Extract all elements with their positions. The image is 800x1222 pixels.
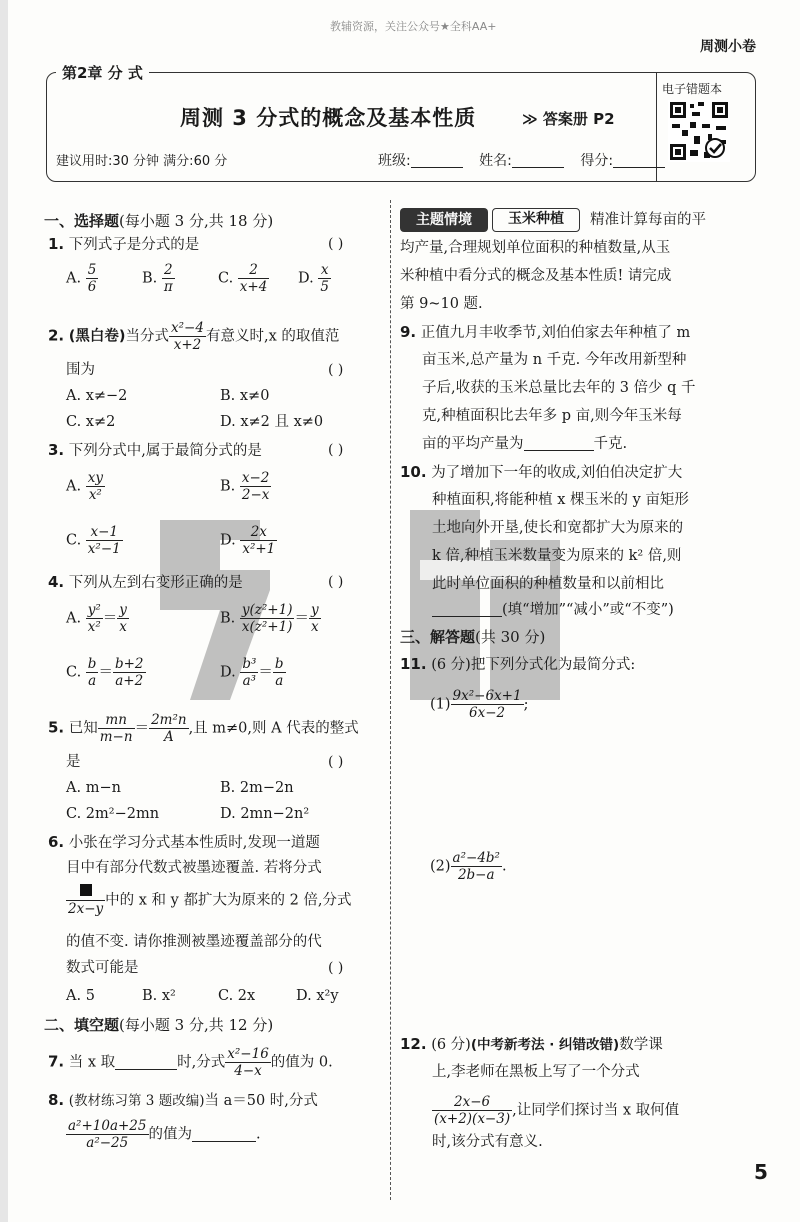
q9-line5 [422,434,627,454]
q2-option-a[interactable]: A. x≠−2 [66,388,128,404]
q4-d-den2: a [275,673,284,689]
scene-line4: 第 9~10 题. [400,296,483,312]
q3-d-frac [240,524,277,557]
q2-line2: 围为 [66,362,95,378]
q4-option-a[interactable]: A. $\frac{\text{y²}}{\text{x²}}$ ＝ $\frac{y}{x}$ [66,602,127,635]
q11-p1-frac [451,688,524,721]
q4-b-den2: x [310,619,319,635]
q12-score: (6 分) [431,1037,471,1053]
q5-post: ,且 m≠0,则 A 代表的整式 [188,720,359,737]
q2-post: 有意义时, [205,328,269,345]
q11-text: (6 分)把下列分式化为最简分式: [431,657,636,673]
q4-a-label: A. [66,610,82,627]
q1-option-a[interactable] [66,262,98,295]
q5-option-b[interactable]: B. 2m−2n [220,780,294,796]
q4-d-num1: b³ [242,656,257,672]
page-number: 5 [754,1160,768,1184]
q7-stem [48,1046,333,1079]
section-fill-sub: (每小题 3 分,共 12 分) [119,1016,274,1034]
section-fill-heading [44,1014,273,1035]
q3-d-num: 2x [240,524,277,541]
section-solve-title: 三、解答题 [400,628,476,646]
q1-c-frac [238,262,270,295]
q6-frac [66,884,105,917]
q4-b-frac1 [240,602,295,635]
q1-b-num: 2 [162,262,175,279]
q4-stem [48,572,243,593]
q2-tag: (黑白卷) [68,328,126,345]
q9-line3: 子后,收获的玉米总量比去年的 3 倍少 q 千 [422,380,696,396]
q3-a-label: A. [66,478,82,495]
q11-p1-end: ; [523,696,529,713]
q8-post: 的值为 [148,1126,192,1143]
q4-option-d[interactable]: D. $\frac{\text{b³}}{\text{a³}}$ ＝ $\frac{b}{a}$ [220,656,284,689]
q6-option-c[interactable]: C. 2x [218,988,256,1004]
q4-d-frac2 [273,656,286,689]
q1-d-frac [318,262,331,295]
q5-num2: 2m²n [151,712,187,728]
q8-end: . [256,1126,261,1143]
q5-num1: mn [98,712,135,729]
q2-option-b[interactable]: B. x≠0 [220,388,270,404]
q7-frac [225,1046,271,1079]
q5-den1: m−n [99,729,133,745]
q3-c-frac [86,524,123,557]
q1-a-label: A. [66,270,82,287]
scene-line3: 米种植中看分式的概念及基本性质! 请完成 [400,268,672,284]
q2-post2: x 的取值范 [268,328,340,345]
q1-option-d[interactable] [298,262,331,295]
q1-c-label: C. [218,270,234,287]
q3-a-den: x² [88,487,102,503]
q12-tag: (中考新考法 · 纠错改错) [470,1037,620,1053]
q4-text: 下列从左到右变形正确的是 [68,575,243,591]
q10-line2: 种植面积,将能种植 x 棵玉米的 y 亩矩形 [432,492,689,508]
q6-line4: 的值不变. 请你推测被墨迹覆盖部分的代 [66,934,322,950]
q12-den: (x+2)(x−3) [434,1111,511,1127]
q11-p2-den: 2b−a [457,867,495,883]
q11-stem [400,654,635,675]
q11-p2-frac [451,850,502,883]
q4-b-label: B. [220,610,236,627]
chapter-label: 第2章 分 式 [56,62,149,83]
q8-number: 8. [48,1091,65,1109]
qr-label: 电子错题本 [662,82,723,96]
class-blank[interactable] [411,153,463,168]
q6-number: 6. [48,833,65,851]
q4-a-num1: y² [87,602,101,618]
q6-line2: 目中有部分代数式被墨迹覆盖. 若将分式 [66,860,322,876]
q1-d-num: x [318,262,331,279]
q4-d-den1: a³ [242,673,257,689]
q10-line3: 土地向外开垦,使长和宽都扩大为原来的 [432,520,684,536]
q3-a-num: xy [87,470,103,486]
q2-option-d[interactable]: D. x≠2 且 x≠0 [220,414,324,430]
q3-option-c[interactable] [66,524,123,557]
q8-frac [66,1118,149,1151]
scan-edge [0,0,8,1222]
q6-option-d[interactable]: D. x²y [296,988,339,1004]
q3-c-num: x−1 [86,524,123,541]
q3-option-a[interactable] [66,470,105,503]
q1-c-den: x+4 [239,279,268,295]
page-title: 周测 3 分式的概念及基本性质 [180,106,477,130]
q3-d-den: x²+1 [242,541,276,557]
q1-option-b[interactable] [142,262,175,295]
name-label: 姓名: [479,153,512,169]
section-choice-sub: (每小题 3 分,共 18 分) [119,212,274,230]
q6-den: 2x−y [68,901,104,917]
q1-answer-paren[interactable]: ( ) [328,236,344,252]
q9-text-5: 亩的平均产量为 [422,436,524,452]
q3-option-b[interactable] [220,470,271,503]
q3-option-d[interactable] [220,524,277,557]
q12-line3 [432,1094,679,1127]
class-label: 班级: [378,153,411,169]
q3-a-frac [86,470,105,503]
q11-p1-num: 9x²−6x+1 [452,688,522,704]
q5-den2: A [163,729,174,745]
q3-text: 下列分式中,属于最简分式的是 [68,443,262,459]
q6-ink-blot [66,884,105,901]
q9-line1 [400,322,690,343]
q3-c-den: x²−1 [87,541,121,557]
q1-number: 1. [48,235,65,253]
q1-a-frac [86,262,99,295]
q8-den: a²−25 [86,1135,129,1151]
q10-text-6: (填“增加”“减小”或“不变”) [502,602,674,618]
q11-p2-end: . [501,858,507,875]
q10-text-1: 为了增加下一年的收成,刘伯伯决定扩大 [431,465,683,481]
q12-frac [432,1094,512,1127]
q8-blank[interactable] [192,1125,256,1142]
q11-part1 [430,688,528,721]
scene-tag-corn-label: 玉米种植 [508,211,564,227]
q2-answer-paren[interactable]: ( ) [328,362,344,378]
q10-line1 [400,462,682,483]
q4-b-frac2 [309,602,321,635]
q4-c-frac1 [86,656,99,689]
q4-d-num2: b [274,656,284,672]
q1-b-frac [162,262,175,295]
q2-num: x²−4 [171,320,204,336]
q4-number: 4. [48,573,65,591]
q4-c-num1: b [87,656,97,672]
q1-stem [48,234,199,255]
q5-frac1 [98,712,135,745]
q10-blank[interactable] [432,600,502,617]
section-solve-sub: (共 30 分) [475,628,546,646]
q5-number: 5. [48,718,65,737]
q4-a-frac2 [117,602,129,635]
q6-text-3: 中的 x 和 y 都扩大为原来的 2 倍,分式 [105,892,352,909]
q4-c-den2: a+2 [115,673,144,689]
q4-a-den1: x² [87,619,101,635]
q11-p1-label: (1) [430,696,451,713]
top-tag: 周测小卷 [700,39,756,55]
q3-stem [48,440,262,461]
q3-answer-paren[interactable]: ( ) [328,442,344,458]
q3-b-num: x−2 [241,470,270,486]
q12-line1 [400,1034,663,1055]
q1-a-den: 6 [87,279,97,295]
q12-num: 2x−6 [432,1094,512,1111]
q2-pre: 当分式 [125,328,170,345]
q7-blank[interactable] [115,1053,177,1070]
q7-post: 的值为 0. [270,1054,333,1071]
q7-mid: 时,分式 [177,1054,226,1071]
q8-line2 [66,1118,261,1151]
q5-frac2 [149,712,189,745]
time-score-info: 建议用时:30 分钟 满分:60 分 [56,154,228,169]
q11-p1-den: 6x−2 [469,705,506,721]
scene-tag-theme-label: 主题情境 [416,212,472,228]
scene-line2: 均产量,合理规划单位面积的种植数量,从玉 [400,240,671,256]
q1-a-num: 5 [87,262,97,278]
q1-d-den: 5 [320,279,329,295]
q2-den: x+2 [173,337,202,353]
q2-stem [48,320,339,353]
q2-number: 2. [48,326,65,345]
q6-line3 [66,884,352,917]
q9-line2: 亩玉米,总产量为 n 千克. 今年改用新型种 [422,352,687,368]
q4-answer-paren[interactable]: ( ) [328,574,344,590]
q4-a-den2: x [119,619,127,635]
q12-text-3: ,让同学们探讨当 x 取何值 [512,1102,680,1119]
q4-b-den1: x(z²+1) [241,619,293,635]
section-choice-title: 一、选择题 [44,212,120,230]
q5-option-a[interactable]: A. m−n [66,780,121,796]
section-solve-heading [400,626,545,647]
q7-pre: 当 x 取 [68,1054,116,1071]
q10-number: 10. [400,463,427,481]
q9-blank[interactable] [524,434,594,451]
score-label: 得分: [580,153,614,169]
q10-line4: k 倍,种植玉米数量变为原来的 k² 倍,则 [432,548,682,564]
top-note: 教辅资源，关注公众号★全科AA+ [330,20,497,33]
q6-text-1: 小张在学习分式基本性质时,发现一道题 [68,835,320,851]
q4-c-num2: b+2 [114,656,144,672]
q6-line5: 数式可能是 [66,960,139,976]
q2-option-c[interactable]: C. x≠2 [66,414,116,430]
q5-option-d[interactable]: D. 2mn−2n² [220,806,310,822]
q4-d-frac1 [240,656,258,689]
q8-tag: (教材练习第 3 题改编) [68,1093,205,1109]
section-fill-title: 二、填空题 [44,1016,120,1034]
q1-c-num: 2 [238,262,270,279]
q4-d-label: D. [220,664,236,681]
q6-line1 [48,832,320,853]
q3-b-label: B. [220,478,236,495]
q1-d-label: D. [298,270,314,287]
q4-b-num2: y [310,602,319,618]
q1-option-c[interactable] [218,262,269,295]
q6-option-a[interactable]: A. 5 [66,988,95,1004]
q5-answer-paren[interactable]: ( ) [328,754,344,770]
q7-den: 4−x [234,1063,262,1079]
q6-option-b[interactable]: B. x² [142,988,176,1004]
q12-number: 12. [400,1035,427,1053]
q11-p2-num: a²−4b² [452,850,500,866]
q9-number: 9. [400,323,417,341]
q8-num: a²+10a+25 [68,1118,147,1134]
q4-a-frac1 [86,602,103,635]
score-blank[interactable] [613,153,665,168]
q9-text-5b: 千克. [593,436,628,452]
q9-line4: 克,种植面积比去年多 p 亩,则今年玉米每 [422,408,682,424]
answer-reference: ≫ 答案册 P2 [522,110,615,128]
q3-number: 3. [48,441,65,459]
q3-b-den: 2−x [241,487,270,503]
q5-line2: 是 [66,754,81,770]
q1-b-den: π [163,279,173,295]
q10-line5: 此时单位面积的种植数量和以前相比 [432,576,664,592]
section-choice-heading [44,210,273,231]
q11-part2 [430,850,507,883]
q7-num: x²−16 [227,1046,269,1062]
scene-line1: 精准计算每亩的平 [590,212,706,228]
scene-tag-corn [492,208,580,232]
q4-c-label: C. [66,664,82,681]
q6-answer-paren[interactable]: ( ) [328,960,344,976]
q11-p2-label: (2) [430,858,451,875]
q12-line2: 上,李老师在黑板上写了一个分式 [432,1064,640,1080]
q4-c-den1: a [88,673,97,689]
q8-stem [48,1090,318,1111]
q3-b-frac [240,470,272,503]
q5-pre: 已知 [68,720,98,737]
q5-stem: 5. 已知 $\frac{mn}{m-n}$ ＝ $\frac{\text{2m²n}}{A}$ ,且 m≠0,则 A 代表的整式 [48,712,359,745]
student-fields [378,150,677,170]
qr-code-icon[interactable] [668,100,730,162]
q3-c-label: C. [66,532,82,549]
q11-number: 11. [400,655,427,673]
q9-text-1: 正值九月丰收季节,刘伯伯家去年种植了 m [420,325,691,341]
q1-b-label: B. [142,270,158,287]
q1-text: 下列式子是分式的是 [68,237,200,253]
q2-frac [169,320,206,353]
name-blank[interactable] [512,153,564,168]
q3-d-label: D. [220,532,236,549]
q4-c-frac2 [113,656,146,689]
q4-option-b[interactable]: B. $\frac{\text{y(z²+1)}}{\text{x(z²+1)}}$ ＝ $\frac{y}{x}$ [220,602,319,635]
q10-line6 [432,600,674,620]
q4-b-num1: y(z²+1) [241,602,293,618]
q7-number: 7. [48,1052,65,1071]
q4-a-num2: y [119,602,127,618]
q5-option-c[interactable]: C. 2m²−2mn [66,806,160,822]
q8-pre: 当 a＝50 时,分式 [204,1093,318,1109]
scene-tag-theme [400,208,488,232]
q4-option-c[interactable]: C. $\frac{b}{a}$ ＝ $\frac{b+2}{a+2}$ [66,656,144,689]
q12-line4: 时,该分式有意义. [432,1134,543,1150]
q12-text-1b: 数学课 [619,1037,663,1053]
